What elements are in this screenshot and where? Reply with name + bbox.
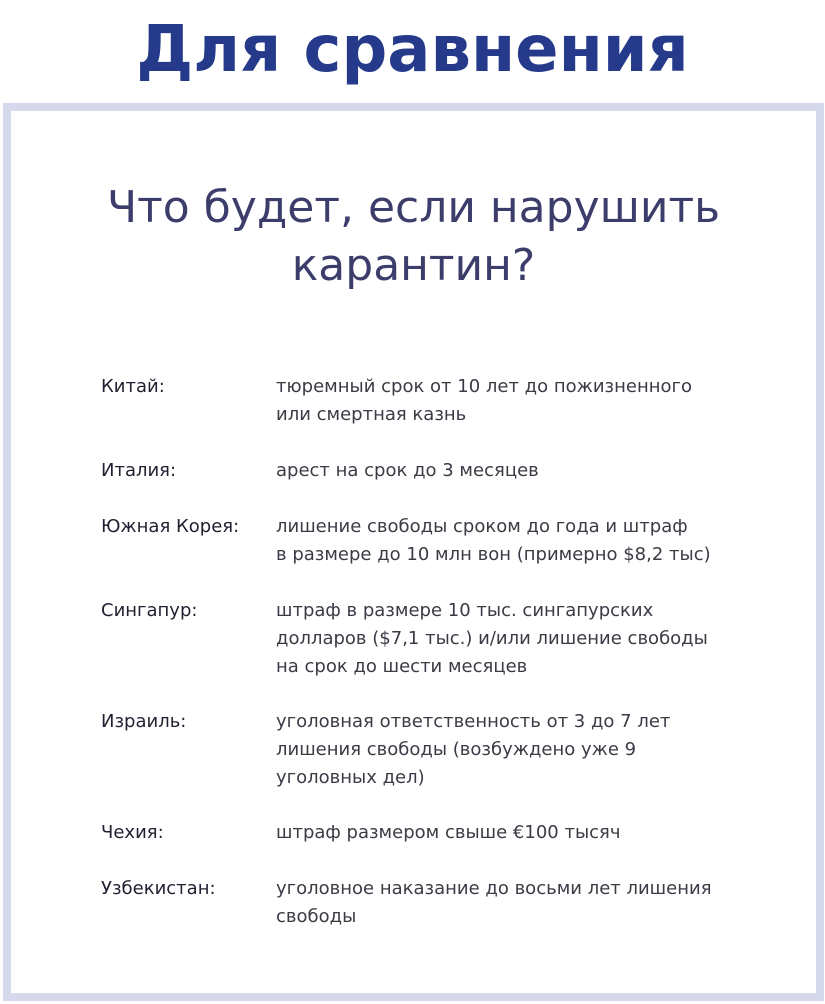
page-heading: Для сравнения xyxy=(136,13,689,87)
penalty-line: свободы xyxy=(276,906,357,927)
list-item xyxy=(101,373,781,457)
penalty-line: лишения свободы (возбуждено уже 9 xyxy=(276,739,637,760)
country-label: Южная Корея: xyxy=(101,516,240,537)
penalty-line: штраф размером свыше €100 тысяч xyxy=(276,822,621,843)
penalty-text xyxy=(276,708,781,792)
penalty-list xyxy=(101,373,781,935)
penalty-line: или смертная казнь xyxy=(276,404,467,425)
penalty-line: лишение свободы сроком до года и штраф xyxy=(276,516,688,537)
penalty-line: арест на срок до 3 месяцев xyxy=(276,460,539,481)
country-label: Китай: xyxy=(101,376,165,397)
penalty-text xyxy=(276,819,781,847)
quarantine-card xyxy=(3,103,824,1001)
penalty-text xyxy=(276,457,781,485)
penalty-line: уголовная ответственность от 3 до 7 лет xyxy=(276,711,671,732)
list-item xyxy=(101,875,781,935)
country-label: Сингапур: xyxy=(101,600,198,621)
list-item xyxy=(101,819,781,875)
country-label: Израиль: xyxy=(101,711,187,732)
card-title xyxy=(11,179,816,295)
list-item xyxy=(101,457,781,513)
penalty-text xyxy=(276,513,781,569)
card-title-line: Что будет, если нарушить xyxy=(106,182,721,233)
penalty-line: уголовное наказание до восьми лет лишения xyxy=(276,878,712,899)
penalty-line: в размере до 10 млн вон (примерно $8,2 тыс) xyxy=(276,544,711,565)
penalty-line: долларов ($7,1 тыс.) и/или лишение свободы xyxy=(276,628,708,649)
penalty-line: уголовных дел) xyxy=(276,767,425,788)
country-label: Чехия: xyxy=(101,822,164,843)
country-label: Узбекистан: xyxy=(101,878,216,899)
penalty-text xyxy=(276,875,781,931)
list-item xyxy=(101,708,781,819)
list-item xyxy=(101,597,781,708)
penalty-line: на срок до шести месяцев xyxy=(276,656,528,677)
penalty-text xyxy=(276,373,781,429)
penalty-line: тюремный срок от 10 лет до пожизненного xyxy=(276,376,692,397)
penalty-line: штраф в размере 10 тыс. сингапурских xyxy=(276,600,654,621)
country-label: Италия: xyxy=(101,460,177,481)
penalty-text xyxy=(276,597,781,681)
list-item xyxy=(101,513,781,597)
card-title-line: карантин? xyxy=(291,240,536,291)
